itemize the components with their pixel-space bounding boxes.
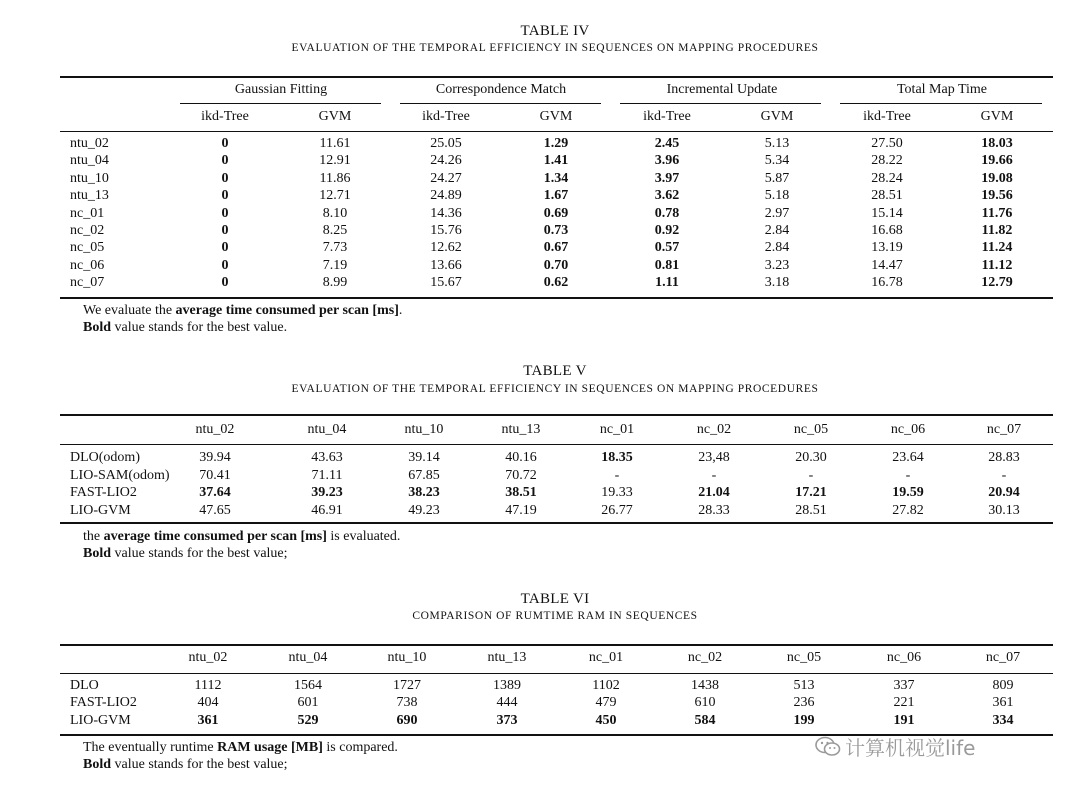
table4-cell: 3.62: [654, 188, 680, 204]
table4-cell: 11.76: [981, 205, 1013, 221]
table4-cell: 15.67: [430, 275, 462, 291]
table4-row-label: ntu_10: [70, 170, 109, 186]
table4-cell: 19.66: [981, 153, 1013, 169]
table5-cell: 23.64: [892, 450, 924, 465]
table4-subtitle: EVALUATION OF THE TEMPORAL EFFICIENCY IN SEQUENCES ON MAPPING PROCEDURES: [291, 42, 819, 54]
table4-cell: 11.86: [319, 170, 351, 186]
table5-note-2: [83, 546, 288, 562]
table6-cell: 1389: [493, 678, 521, 693]
table4-cell: 0: [221, 153, 229, 169]
table4-cell: 5.13: [764, 136, 790, 151]
table6-cell: 584: [694, 712, 716, 728]
table5-row-label: LIO-SAM(odom): [70, 467, 170, 483]
table6-cell: 361: [197, 712, 219, 728]
table6-cell: 529: [297, 712, 319, 728]
table5-cell: 26.77: [601, 502, 633, 518]
table6-cell: 610: [694, 695, 716, 711]
table6-cell: 738: [396, 695, 418, 711]
table4-cell: 14.47: [871, 257, 903, 273]
table4-cell: 0.92: [654, 223, 680, 238]
table4-cell: 0: [221, 223, 229, 238]
table4-subheader: ikd-Tree: [863, 109, 911, 124]
table5-cell: -: [905, 467, 911, 483]
table5-row-label: DLO(odom): [70, 450, 140, 465]
table4-group-rule: [620, 103, 821, 104]
table6-cell: 404: [197, 695, 219, 711]
table4-cell: 8.25: [322, 223, 348, 238]
table6-note-2-post: value stands for the best value;: [111, 757, 288, 772]
table5-cell: 20.94: [988, 485, 1020, 500]
table4-cell: 3.96: [654, 153, 680, 169]
table4-row-label: ntu_13: [70, 188, 109, 204]
table6-cell: 1564: [294, 678, 322, 693]
table4-cell: 3.23: [764, 257, 790, 273]
table5-header-rule: [60, 444, 1053, 445]
table4-cell: 0.70: [543, 257, 569, 273]
table5-col-header: nc_01: [599, 422, 635, 437]
wechat-icon: [815, 736, 841, 763]
table6-note-1-pre: The eventually runtime: [83, 740, 218, 755]
table5-col-header: ntu_13: [501, 422, 541, 437]
table5-cell: 38.51: [505, 485, 537, 500]
table4-cell: 25.05: [430, 136, 462, 151]
table6-row-label: DLO: [70, 678, 99, 693]
table6-cell: 199: [793, 712, 815, 728]
table4-cell: 0: [221, 170, 229, 186]
table5-cell: 19.33: [601, 485, 633, 500]
table4-bottom-rule: [60, 297, 1053, 299]
table4-group-header: Total Map Time: [896, 82, 988, 97]
table4-row-label: nc_05: [70, 240, 105, 256]
table6-note-1-post: is compared.: [322, 740, 398, 755]
table4-row-label: nc_02: [70, 223, 105, 238]
table5-col-header: nc_02: [696, 422, 732, 437]
table4-note-2: [83, 320, 287, 336]
table5-col-header: ntu_02: [195, 422, 235, 437]
table4-row-label: ntu_02: [70, 136, 109, 151]
table4-cell: 1.11: [655, 275, 679, 291]
table4-cell: 24.89: [430, 188, 462, 204]
table4-cell: 0: [221, 136, 229, 151]
table4-row-label: nc_07: [70, 275, 105, 291]
table4-top-rule: [60, 76, 1053, 78]
table4-cell: 11.12: [981, 257, 1013, 273]
table4-subheader: GVM: [539, 109, 573, 124]
table5-note-1-post: is evaluated.: [326, 529, 401, 544]
table6-note-1-bold: RAM usage [MB]: [217, 740, 323, 755]
table4-group-rule: [180, 103, 381, 104]
table6-cell: 1112: [194, 678, 222, 693]
table4-caption: TABLE IV: [520, 23, 590, 39]
table5-note-2-post: value stands for the best value;: [111, 546, 288, 561]
table6-subtitle: COMPARISON OF RUMTIME RAM IN SEQUENCES: [412, 610, 698, 622]
table4-note-1-bold: average time consumed per scan [ms]: [175, 303, 399, 318]
table5-cell: 21.04: [698, 485, 730, 500]
table4-subheader: ikd-Tree: [643, 109, 691, 124]
table4-cell: 7.19: [322, 257, 348, 273]
table5-cell: 27.82: [892, 502, 924, 518]
table4-cell: 0.67: [543, 240, 569, 256]
table6-col-header: ntu_13: [487, 650, 527, 665]
table5-note-1-bold: average time consumed per scan [ms]: [103, 529, 327, 544]
table5-top-rule: [60, 414, 1053, 416]
table6-cell: 236: [793, 695, 815, 711]
table6-note-2: [83, 757, 288, 773]
table6-cell: 809: [992, 678, 1014, 693]
table5-cell: -: [808, 467, 814, 483]
table5-cell: 43.63: [311, 450, 343, 465]
table5-note-2-bold: Bold: [83, 546, 112, 561]
table6-row-label: FAST-LIO2: [70, 695, 137, 711]
table6-col-header: nc_05: [786, 650, 822, 665]
table4-cell: 0: [221, 275, 229, 291]
table5-cell: 18.35: [601, 450, 633, 465]
table4-cell: 15.76: [430, 223, 462, 238]
table5-cell: 39.23: [311, 485, 343, 500]
table4-cell: 5.18: [764, 188, 790, 204]
table5-cell: 47.65: [199, 502, 231, 518]
table4-cell: 0: [221, 240, 229, 256]
table5-cell: 37.64: [199, 485, 231, 500]
table5-cell: -: [711, 467, 717, 483]
table5-col-header: nc_06: [890, 422, 926, 437]
table5-cell: 28.33: [698, 502, 730, 518]
table4-cell: 11.82: [981, 223, 1013, 238]
table6-note-1: [83, 740, 398, 756]
table4-group-header: Incremental Update: [666, 82, 778, 97]
table4-cell: 13.19: [871, 240, 903, 256]
table4-cell: 0.81: [654, 257, 680, 273]
table4-cell: 2.84: [764, 223, 790, 238]
table6-cell: 690: [396, 712, 418, 728]
table6-col-header: nc_06: [886, 650, 922, 665]
table6-cell: 191: [893, 712, 915, 728]
watermark: [815, 732, 975, 763]
table6-caption: TABLE VI: [520, 591, 590, 607]
table4-cell: 27.50: [871, 136, 903, 151]
table5-col-header: nc_05: [793, 422, 829, 437]
table6-header-rule: [60, 673, 1053, 674]
table4-cell: 19.56: [981, 188, 1013, 204]
table6-note-2-bold: Bold: [83, 757, 112, 772]
table5-cell: -: [614, 467, 620, 483]
table4-cell: 0.78: [654, 205, 680, 221]
table6-cell: 601: [297, 695, 319, 711]
table4-cell: 0: [221, 257, 229, 273]
table4-note-2-post: value stands for the best value.: [111, 320, 288, 335]
table4-note-2-bold: Bold: [83, 320, 112, 335]
table5-cell: 23,48: [698, 450, 730, 465]
table6-cell: 361: [992, 695, 1014, 711]
table6-col-header: ntu_10: [387, 650, 427, 665]
table4-group-header: Correspondence Match: [435, 82, 567, 97]
table5-cell: -: [1001, 467, 1007, 483]
table6-cell: 1438: [691, 678, 719, 693]
table6-col-header: ntu_02: [188, 650, 228, 665]
table4-subheader: ikd-Tree: [201, 109, 249, 124]
table4-row-label: nc_06: [70, 257, 105, 273]
table5-cell: 20.30: [795, 450, 827, 465]
table6-col-header: nc_02: [687, 650, 723, 665]
table5-cell: 70.41: [199, 467, 231, 483]
table5-cell: 17.21: [795, 485, 827, 500]
table4-cell: 16.68: [871, 223, 903, 238]
table5-row-label: FAST-LIO2: [70, 485, 137, 500]
table4-note-1: [83, 303, 402, 319]
table5-row-label: LIO-GVM: [70, 502, 131, 518]
table4-cell: 14.36: [430, 205, 462, 221]
table5-cell: 67.85: [408, 467, 440, 483]
table5-caption: TABLE V: [523, 363, 587, 379]
table4-note-1-post: .: [398, 303, 403, 318]
table6-col-header: ntu_04: [288, 650, 328, 665]
table4-cell: 28.24: [871, 170, 903, 186]
table4-cell: 12.62: [430, 240, 462, 256]
table4-group-header: Gaussian Fitting: [234, 82, 328, 97]
table6-col-header: nc_07: [985, 650, 1021, 665]
table4-cell: 5.34: [764, 153, 790, 169]
table4-row-label: ntu_04: [70, 153, 109, 169]
table4-cell: 2.45: [654, 136, 680, 151]
table5-cell: 28.83: [988, 450, 1020, 465]
table6-row-label: LIO-GVM: [70, 712, 131, 728]
table4-cell: 0: [221, 205, 229, 221]
watermark-text: 计算机视觉life: [845, 736, 976, 760]
table5-cell: 40.16: [505, 450, 537, 465]
table6-cell: 450: [595, 712, 617, 728]
table4-cell: 0: [221, 188, 229, 204]
table4-cell: 12.91: [319, 153, 351, 169]
table4-cell: 28.51: [871, 188, 903, 204]
table5-cell: 39.14: [408, 450, 440, 465]
table4-cell: 8.99: [322, 275, 348, 291]
table4-cell: 0.69: [543, 205, 569, 221]
table4-subheader: GVM: [760, 109, 794, 124]
table6-top-rule: [60, 644, 1053, 646]
table4-cell: 18.03: [981, 136, 1013, 151]
table4-cell: 1.29: [543, 136, 569, 151]
table5-cell: 47.19: [505, 502, 537, 518]
table4-cell: 11.24: [981, 240, 1013, 256]
table5-col-header: ntu_04: [307, 422, 347, 437]
table4-cell: 16.78: [871, 275, 903, 291]
table5-cell: 71.11: [311, 467, 343, 483]
table4-cell: 24.26: [430, 153, 462, 169]
table5-cell: 28.51: [795, 502, 827, 518]
table4-cell: 12.71: [319, 188, 351, 204]
table5-col-header: ntu_10: [404, 422, 444, 437]
table5-cell: 39.94: [199, 450, 231, 465]
table6-cell: 334: [992, 712, 1014, 728]
table6-cell: 337: [893, 678, 915, 693]
table5-cell: 70.72: [505, 467, 537, 483]
table4-cell: 0.73: [543, 223, 569, 238]
table6-cell: 1727: [393, 678, 421, 693]
table5-note-1: [83, 529, 400, 545]
table4-cell: 13.66: [430, 257, 462, 273]
table4-cell: 8.10: [322, 205, 348, 221]
table5-bottom-rule: [60, 522, 1053, 524]
table4-cell: 5.87: [764, 170, 790, 186]
table4-cell: 11.61: [319, 136, 351, 151]
table4-cell: 0.57: [654, 240, 680, 256]
table4-note-1-pre: We evaluate the: [83, 303, 176, 318]
table5-cell: 30.13: [988, 502, 1020, 518]
table5-cell: 49.23: [408, 502, 440, 518]
table4-header-rule: [60, 131, 1053, 132]
table4-subheader: GVM: [980, 109, 1014, 124]
table5-cell: 38.23: [408, 485, 440, 500]
table4-cell: 7.73: [322, 240, 348, 256]
table4-cell: 2.84: [764, 240, 790, 256]
table6-cell: 1102: [592, 678, 620, 693]
table4-group-rule: [400, 103, 601, 104]
table6-cell: 479: [595, 695, 617, 711]
table6-cell: 513: [793, 678, 815, 693]
table4-cell: 3.18: [764, 275, 790, 291]
table4-cell: 24.27: [430, 170, 462, 186]
table6-col-header: nc_01: [588, 650, 624, 665]
table5-cell: 46.91: [311, 502, 343, 518]
table5-col-header: nc_07: [986, 422, 1022, 437]
table4-cell: 1.34: [543, 170, 569, 186]
table4-cell: 1.41: [543, 153, 569, 169]
table6-cell: 221: [893, 695, 915, 711]
table5-subtitle: EVALUATION OF THE TEMPORAL EFFICIENCY IN SEQUENCES ON MAPPING PROCEDURES: [291, 383, 819, 395]
table4-cell: 3.97: [654, 170, 680, 186]
table4-cell: 28.22: [871, 153, 903, 169]
table4-row-label: nc_01: [70, 205, 105, 221]
table5-note-1-pre: the: [83, 529, 104, 544]
table4-cell: 1.67: [543, 188, 569, 204]
table6-cell: 373: [496, 712, 518, 728]
table4-cell: 0.62: [543, 275, 569, 291]
table5-cell: 19.59: [892, 485, 924, 500]
table4-subheader: ikd-Tree: [422, 109, 470, 124]
table4-cell: 19.08: [981, 170, 1013, 186]
table4-cell: 15.14: [871, 205, 903, 221]
table6-cell: 444: [496, 695, 518, 711]
table4-cell: 12.79: [981, 275, 1013, 291]
table4-group-rule: [840, 103, 1042, 104]
table4-cell: 2.97: [764, 205, 790, 221]
table4-subheader: GVM: [318, 109, 352, 124]
